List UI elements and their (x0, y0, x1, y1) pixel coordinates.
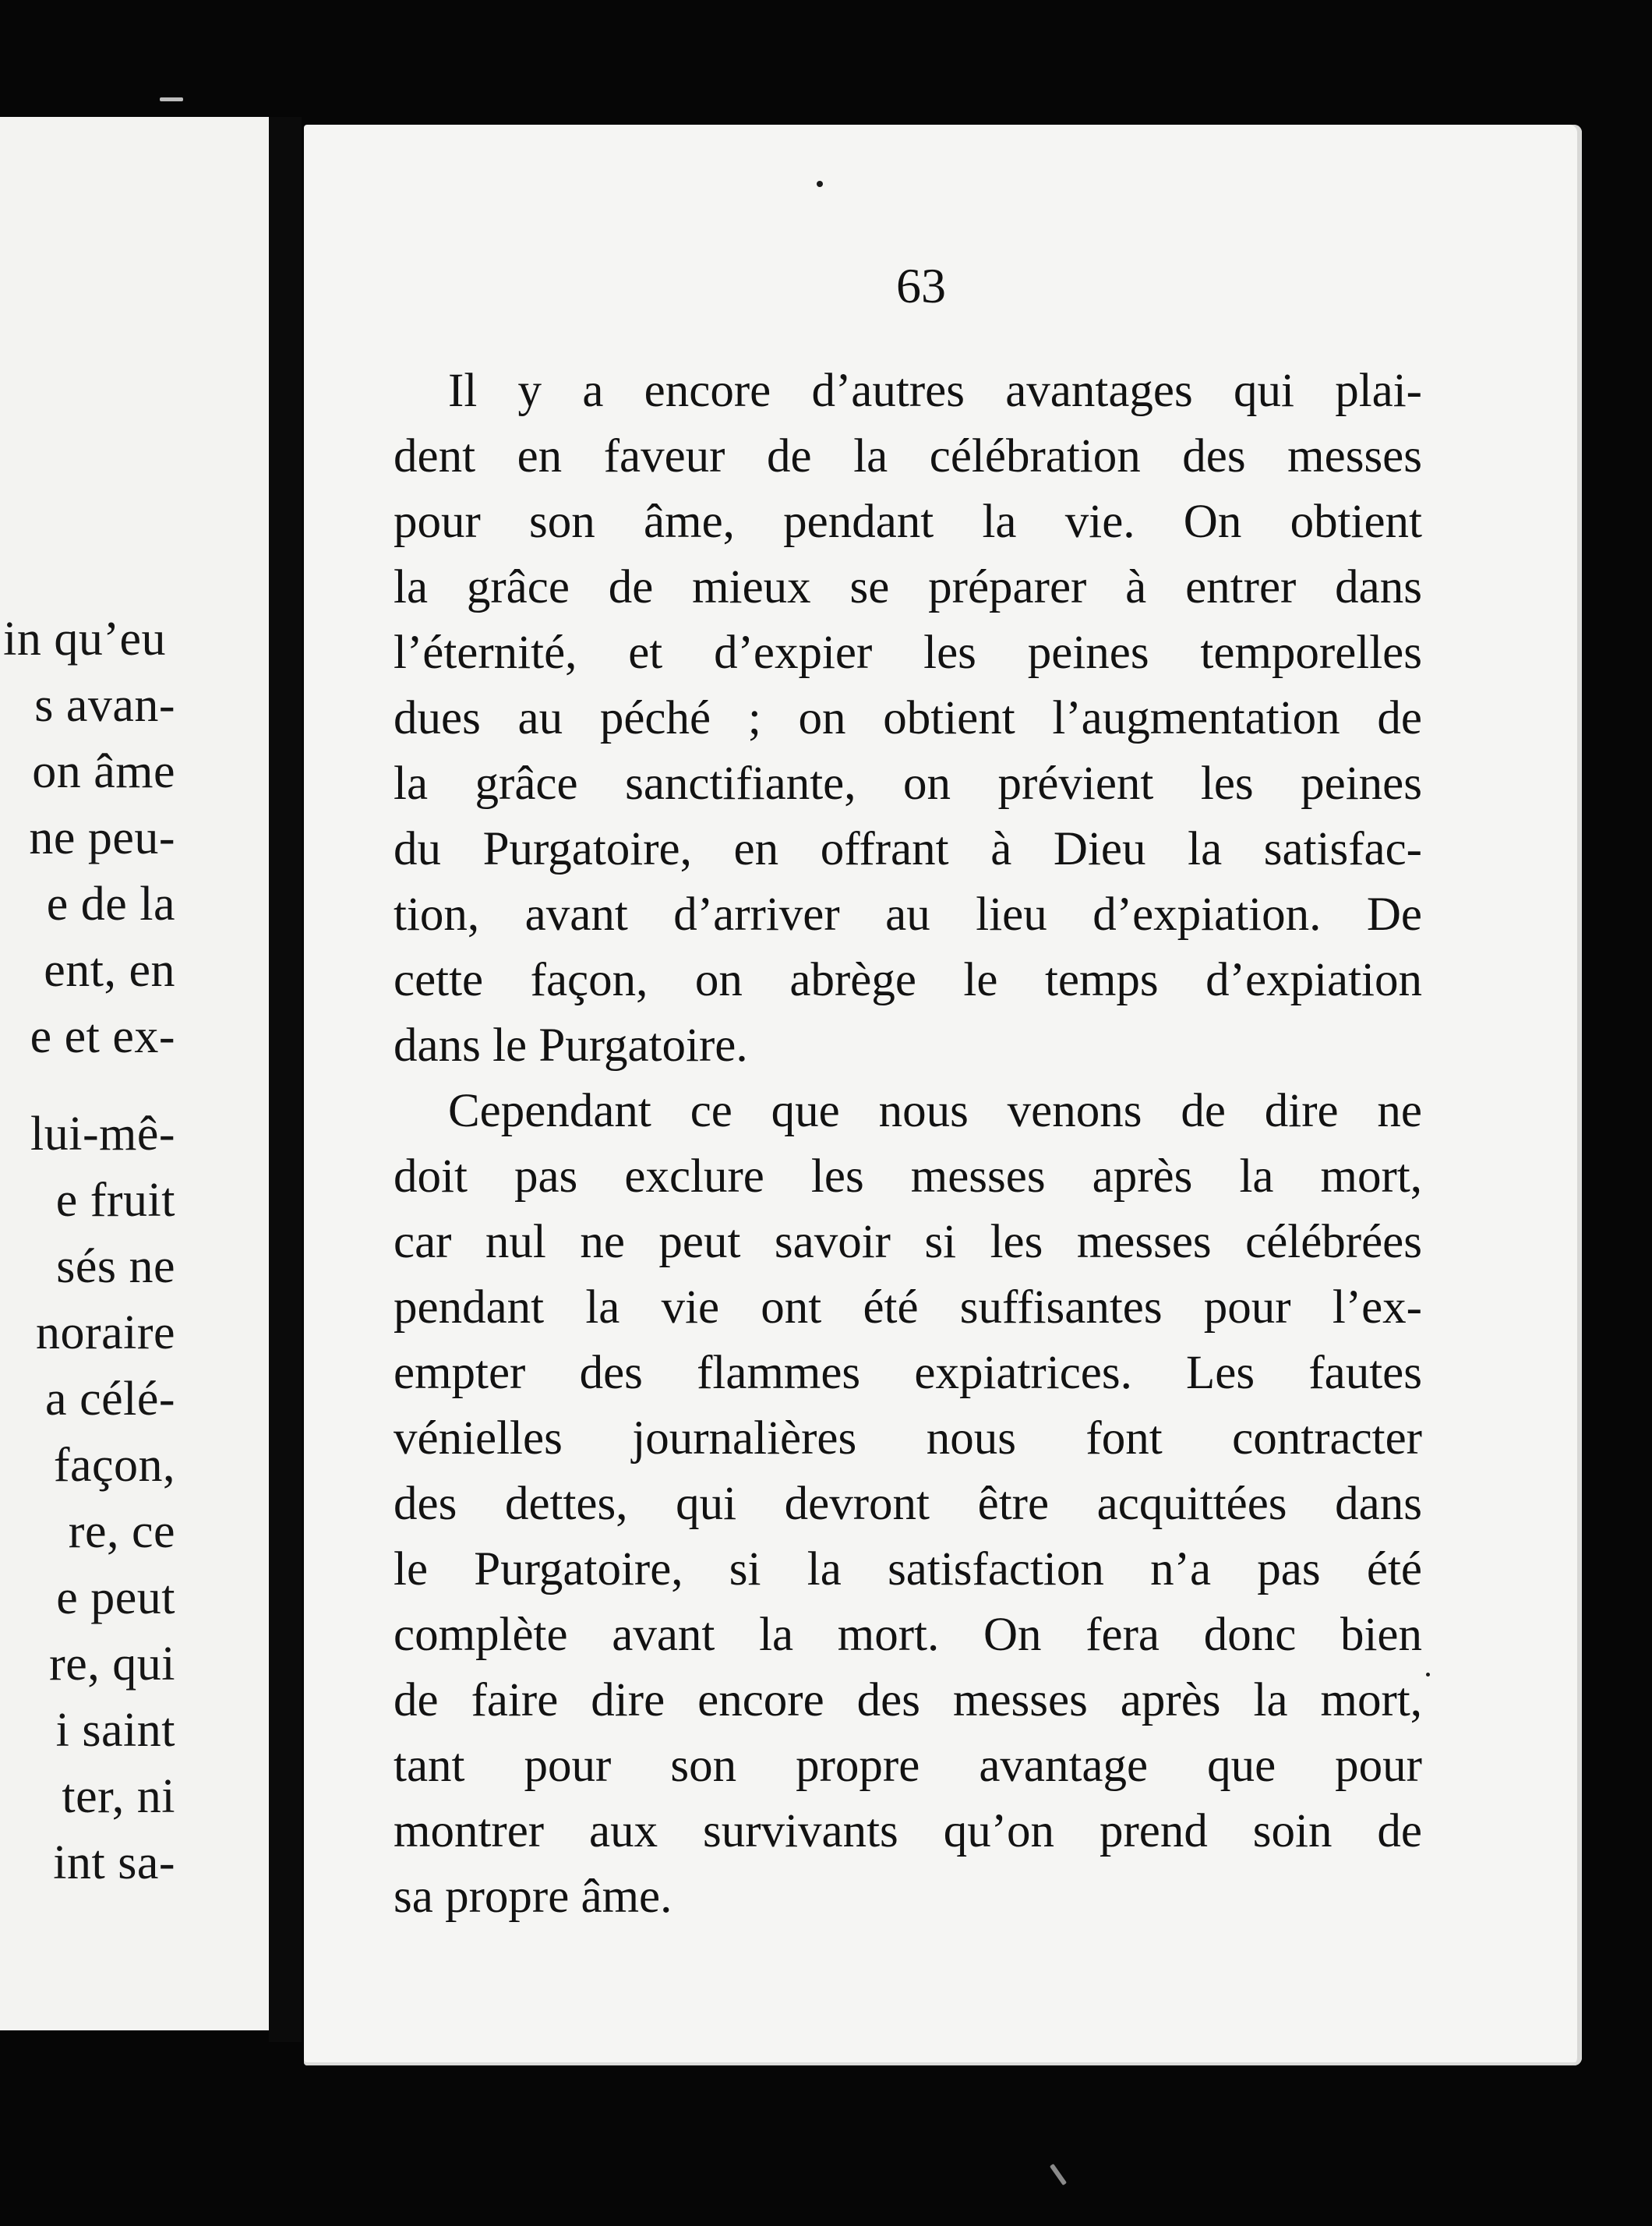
scan-speck (160, 97, 183, 101)
text-line: pour son âme, pendant la vie. On obtient (394, 496, 1422, 548)
text-line: doit pas exclure les messes après la mort, (394, 1150, 1422, 1203)
left-page-line: noraire (35, 1306, 175, 1359)
text-line: pendant la vie ont été suffisantes pour l’ex- (394, 1281, 1422, 1334)
text-line: complète avant la mort. On fera donc bien (394, 1609, 1422, 1661)
left-page-line: ter, ni (62, 1770, 175, 1823)
left-page-line: s avan- (34, 679, 175, 732)
scan-speck (1050, 2164, 1067, 2185)
text-line: le Purgatoire, si la satisfaction n’a pas été (394, 1543, 1422, 1595)
text-line: des dettes, qui devront être acquittées dans (394, 1478, 1422, 1530)
left-page-line: e peut (56, 1571, 175, 1624)
left-page-line: ent, en (44, 944, 175, 997)
text-line: la grâce sanctifiante, on prévient les peines (394, 758, 1422, 810)
text-line: montrer aux survivants qu’on prend soin de (394, 1805, 1422, 1857)
left-page (0, 117, 271, 2030)
left-page-line: lui-mê- (30, 1108, 175, 1161)
left-page-line: e et ex- (30, 1010, 175, 1063)
left-page-line: on âme (32, 745, 175, 798)
left-page-line: ne peu- (29, 811, 175, 864)
left-page-line: re, ce (68, 1505, 175, 1558)
scan-speck (1426, 1673, 1430, 1677)
text-line: dans le Purgatoire. (394, 1019, 748, 1072)
text-line: sa propre âme. (394, 1871, 672, 1923)
text-line: la grâce de mieux se préparer à entrer dans (394, 561, 1422, 613)
text-line: vénielles journalières nous font contracter (394, 1412, 1422, 1465)
text-line: Il y a encore d’autres avantages qui plai- (448, 365, 1422, 417)
left-page-line: int sa- (53, 1836, 175, 1889)
text-line: Cependant ce que nous venons de dire ne (448, 1085, 1422, 1137)
book-gutter (269, 117, 302, 2042)
left-page-line: re, qui (49, 1638, 175, 1691)
left-page-line: façon, (53, 1439, 175, 1492)
text-line: dent en faveur de la célébration des messes (394, 430, 1422, 482)
left-page-line: a célé- (45, 1373, 175, 1426)
left-page-line: e fruit (55, 1174, 175, 1227)
text-line: car nul ne peut savoir si les messes célébrées (394, 1216, 1422, 1268)
text-line: tant pour son propre avantage que pour (394, 1740, 1422, 1792)
text-line: l’éternité, et d’expier les peines temporelles (394, 627, 1422, 679)
text-line: cette façon, on abrège le temps d’expiation (394, 954, 1422, 1006)
left-page-line: e de la (46, 878, 175, 931)
left-page-line: in qu’eu (3, 613, 166, 666)
text-line: tion, avant d’arriver au lieu d’expiation. De (394, 889, 1422, 941)
page-number: 63 (896, 258, 946, 313)
text-line: du Purgatoire, en offrant à Dieu la satisfac- (394, 823, 1422, 875)
text-line: empter des flammes expiatrices. Les fautes (394, 1347, 1422, 1399)
text-line: de faire dire encore des messes après la mort, (394, 1674, 1422, 1726)
left-page-line: sés ne (56, 1240, 175, 1293)
left-page-line: i saint (55, 1704, 175, 1757)
scan-speck (817, 181, 823, 187)
text-line: dues au péché ; on obtient l’augmentation de (394, 692, 1422, 744)
